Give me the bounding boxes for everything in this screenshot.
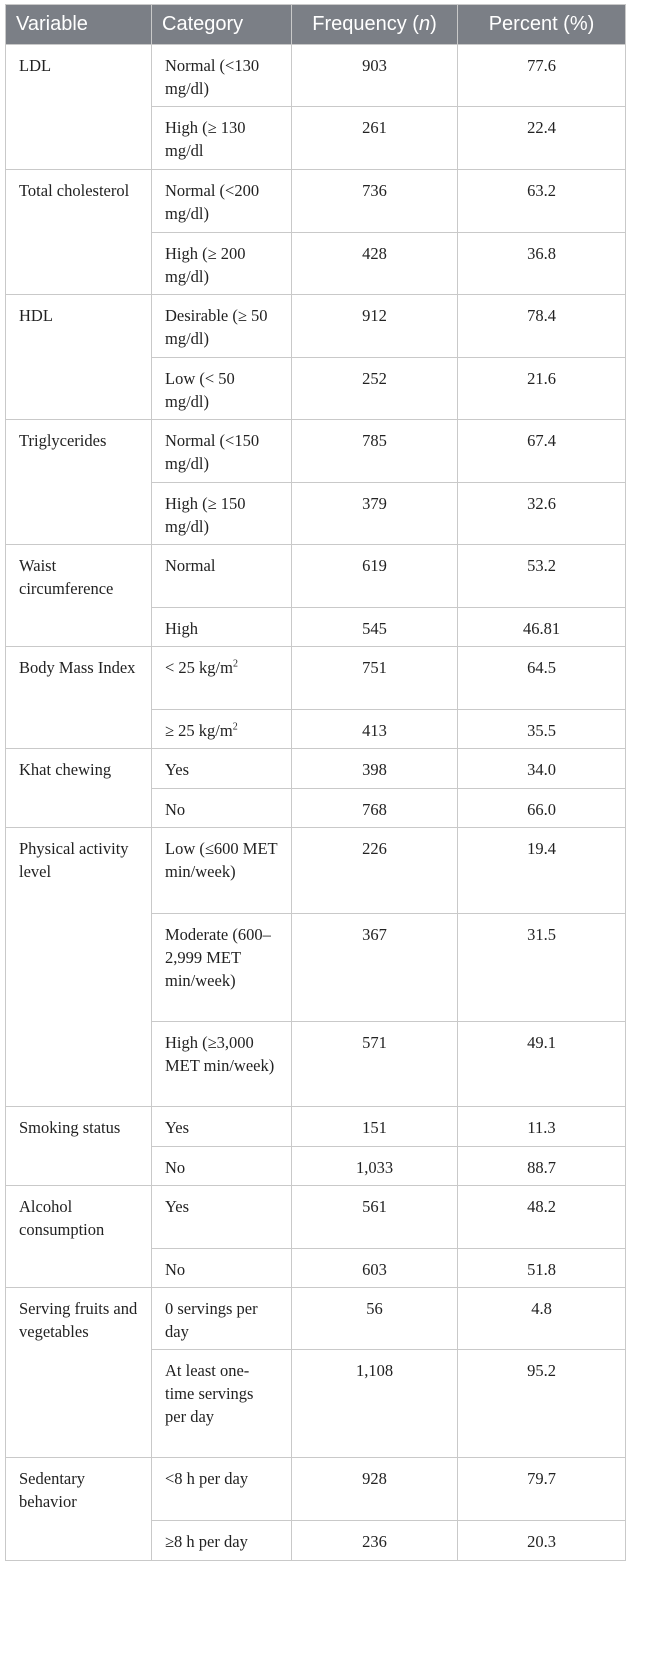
variable-cell: Total cholesterol (6, 170, 152, 295)
table-row (6, 1458, 626, 1521)
table-row (6, 420, 626, 483)
frequency-cell: 226 (292, 828, 458, 914)
frequency-cell: 252 (292, 358, 458, 420)
category-cell: Yes (152, 749, 292, 789)
superscript: 2 (232, 658, 238, 670)
category-cell: Low (≤600 MET min/week) (152, 828, 292, 914)
frequency-cell: 928 (292, 1458, 458, 1521)
category-cell: No (152, 1147, 292, 1186)
variable-cell: Sedentary behavior (6, 1458, 152, 1561)
frequency-cell: 545 (292, 608, 458, 647)
percent-cell: 36.8 (458, 233, 626, 295)
category-cell: No (152, 1249, 292, 1288)
variable-cell: Khat chewing (6, 749, 152, 828)
frequency-cell: 151 (292, 1107, 458, 1147)
percent-cell: 63.2 (458, 170, 626, 233)
category-cell (152, 647, 292, 710)
category-cell: High (≥ 200 mg/dl) (152, 233, 292, 295)
percent-cell: 22.4 (458, 107, 626, 170)
frequency-cell: 571 (292, 1022, 458, 1107)
percent-cell: 95.2 (458, 1350, 626, 1458)
header-percent: Percent (%) (458, 5, 626, 45)
header-variable: Variable (6, 5, 152, 45)
frequency-cell: 768 (292, 789, 458, 828)
frequency-cell: 619 (292, 545, 458, 608)
percent-cell: 31.5 (458, 914, 626, 1022)
frequency-table (5, 4, 626, 1561)
frequency-cell: 398 (292, 749, 458, 789)
percent-cell: 51.8 (458, 1249, 626, 1288)
category-cell: Normal (<150 mg/dl) (152, 420, 292, 483)
category-cell: High (≥3,000 MET min/week) (152, 1022, 292, 1107)
variable-cell: Body Mass Index (6, 647, 152, 749)
frequency-cell: 751 (292, 647, 458, 710)
percent-cell: 32.6 (458, 483, 626, 545)
header-frequency-close: ) (430, 13, 437, 35)
percent-cell: 48.2 (458, 1186, 626, 1249)
variable-cell: Triglycerides (6, 420, 152, 545)
frequency-cell: 236 (292, 1521, 458, 1561)
frequency-cell: 379 (292, 483, 458, 545)
category-cell (152, 710, 292, 749)
variable-cell: LDL (6, 45, 152, 170)
percent-cell: 88.7 (458, 1147, 626, 1186)
percent-cell: 46.81 (458, 608, 626, 647)
header-frequency-label: Frequency ( (312, 13, 419, 35)
variable-cell: Waist circumference (6, 545, 152, 647)
frequency-cell: 736 (292, 170, 458, 233)
frequency-cell: 261 (292, 107, 458, 170)
variable-cell: Serving fruits and vegetables (6, 1288, 152, 1458)
variable-cell: HDL (6, 295, 152, 420)
variable-cell: Smoking status (6, 1107, 152, 1186)
frequency-cell: 367 (292, 914, 458, 1022)
table-row (6, 828, 626, 914)
table-row (6, 295, 626, 358)
category-cell: No (152, 789, 292, 828)
category-cell: High (≥ 130 mg/dl (152, 107, 292, 170)
table-body (6, 45, 626, 1561)
percent-cell: 49.1 (458, 1022, 626, 1107)
category-cell: Normal (<200 mg/dl) (152, 170, 292, 233)
percent-cell: 4.8 (458, 1288, 626, 1350)
category-text: ≥ 25 kg/m (165, 721, 233, 740)
category-cell: <8 h per day (152, 1458, 292, 1521)
frequency-cell: 912 (292, 295, 458, 358)
table-row (6, 1186, 626, 1249)
category-cell: Yes (152, 1107, 292, 1147)
category-cell: High (≥ 150 mg/dl) (152, 483, 292, 545)
category-cell: Normal (152, 545, 292, 608)
table-row (6, 647, 626, 710)
table-header (6, 5, 626, 45)
percent-cell: 67.4 (458, 420, 626, 483)
header-frequency (292, 5, 458, 45)
table-row (6, 749, 626, 789)
category-cell: At least one-time servings per day (152, 1350, 292, 1458)
percent-cell: 19.4 (458, 828, 626, 914)
table-row (6, 545, 626, 608)
percent-cell: 21.6 (458, 358, 626, 420)
frequency-cell: 785 (292, 420, 458, 483)
table-row (6, 45, 626, 107)
percent-cell: 35.5 (458, 710, 626, 749)
percent-cell: 78.4 (458, 295, 626, 358)
header-row (6, 5, 626, 45)
superscript: 2 (232, 721, 238, 733)
percent-cell: 77.6 (458, 45, 626, 107)
category-cell: ≥8 h per day (152, 1521, 292, 1561)
table-row (6, 1288, 626, 1350)
frequency-cell: 413 (292, 710, 458, 749)
category-cell: Moderate (600–2,999 MET min/week) (152, 914, 292, 1022)
header-category: Category (152, 5, 292, 45)
frequency-cell: 428 (292, 233, 458, 295)
frequency-cell: 603 (292, 1249, 458, 1288)
frequency-cell: 1,108 (292, 1350, 458, 1458)
frequency-cell: 1,033 (292, 1147, 458, 1186)
percent-cell: 34.0 (458, 749, 626, 789)
frequency-cell: 56 (292, 1288, 458, 1350)
percent-cell: 79.7 (458, 1458, 626, 1521)
percent-cell: 11.3 (458, 1107, 626, 1147)
table-row (6, 1107, 626, 1147)
percent-cell: 66.0 (458, 789, 626, 828)
category-cell: Yes (152, 1186, 292, 1249)
category-cell: High (152, 608, 292, 647)
category-cell: Normal (<130 mg/dl) (152, 45, 292, 107)
percent-cell: 53.2 (458, 545, 626, 608)
variable-cell: Physical activity level (6, 828, 152, 1107)
category-cell: 0 servings per day (152, 1288, 292, 1350)
header-frequency-n: n (418, 13, 431, 35)
table-row (6, 170, 626, 233)
category-cell: Desirable (≥ 50 mg/dl) (152, 295, 292, 358)
category-text: < 25 kg/m (165, 658, 233, 677)
frequency-cell: 903 (292, 45, 458, 107)
category-cell: Low (< 50 mg/dl) (152, 358, 292, 420)
frequency-cell: 561 (292, 1186, 458, 1249)
percent-cell: 20.3 (458, 1521, 626, 1561)
percent-cell: 64.5 (458, 647, 626, 710)
variable-cell: Alcohol consumption (6, 1186, 152, 1288)
